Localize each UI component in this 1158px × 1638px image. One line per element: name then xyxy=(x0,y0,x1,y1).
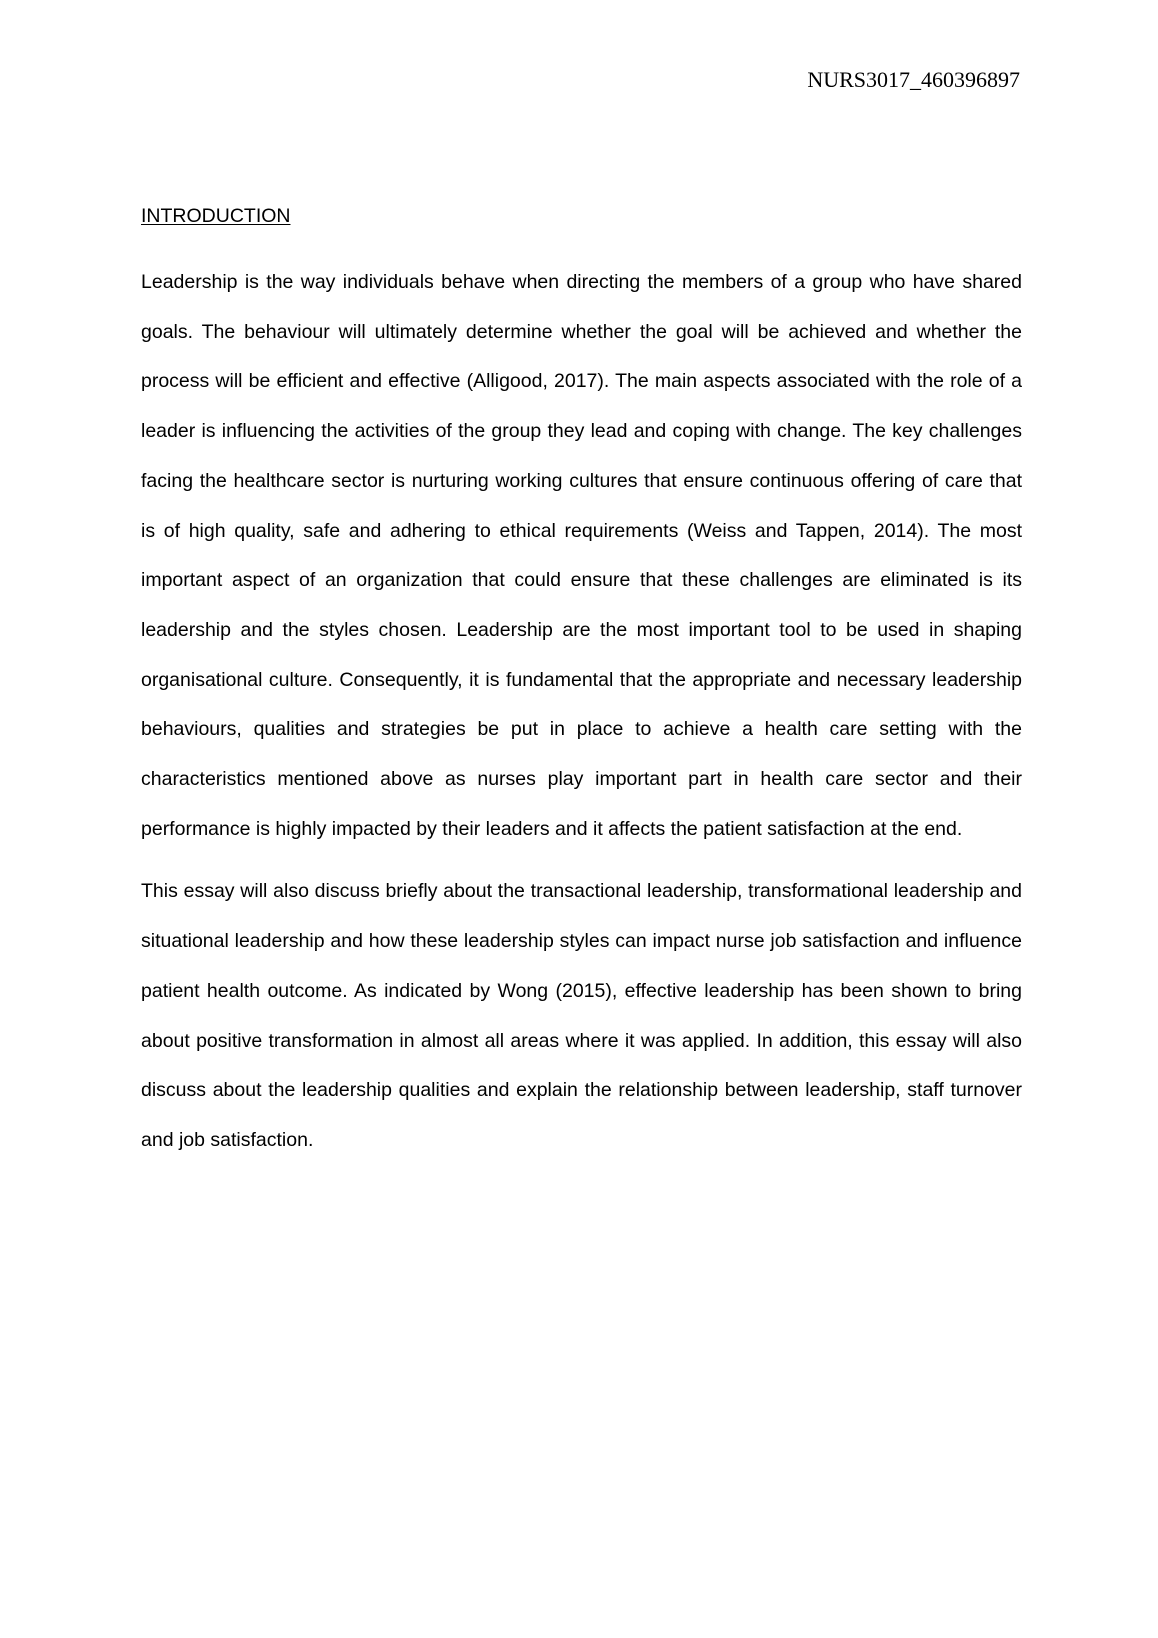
section-body xyxy=(141,258,1022,1179)
body-paragraph: This essay will also discuss briefly about the transactional leadership, transformational leadership and situational leadership and how these leadership styles can impact nurse job satisfaction and influence patient health outcome. As indicated by Wong (2015), effective leadership has been shown to bring about positive transformation in almost all areas where it was applied. In addition, this essay will also discuss about the leadership qualities and explain the relationship between leadership, staff turnover and job satisfaction. xyxy=(141,880,1022,1151)
document-id-header: NURS3017_460396897 xyxy=(807,67,1020,92)
body-paragraph: Leadership is the way individuals behave when directing the members of a group who have shared goals. The behaviour will ultimately determine whether the goal will be achieved and whether the process will be efficient and effective (Alligood, 2017). The main aspects associated with the role of a leader is influencing the activities of the group they lead and coping with change. The key challenges facing the healthcare sector is nurturing working cultures that ensure continuous offering of care that is of high quality, safe and adhering to ethical requirements (Weiss and Tappen, 2014). The most important aspect of an organization that could ensure that these challenges are eliminated is its leadership and the styles chosen. Leadership are the most important tool to be used in shaping organisational culture. Consequently, it is fundamental that the appropriate and necessary leadership behaviours, qualities and strategies be put in place to achieve a health care setting with the characteristics mentioned above as nurses play important part in health care sector and their performance is highly impacted by their leaders and it affects the patient satisfaction at the end. xyxy=(141,271,1022,840)
section-title: INTRODUCTION xyxy=(141,205,291,227)
